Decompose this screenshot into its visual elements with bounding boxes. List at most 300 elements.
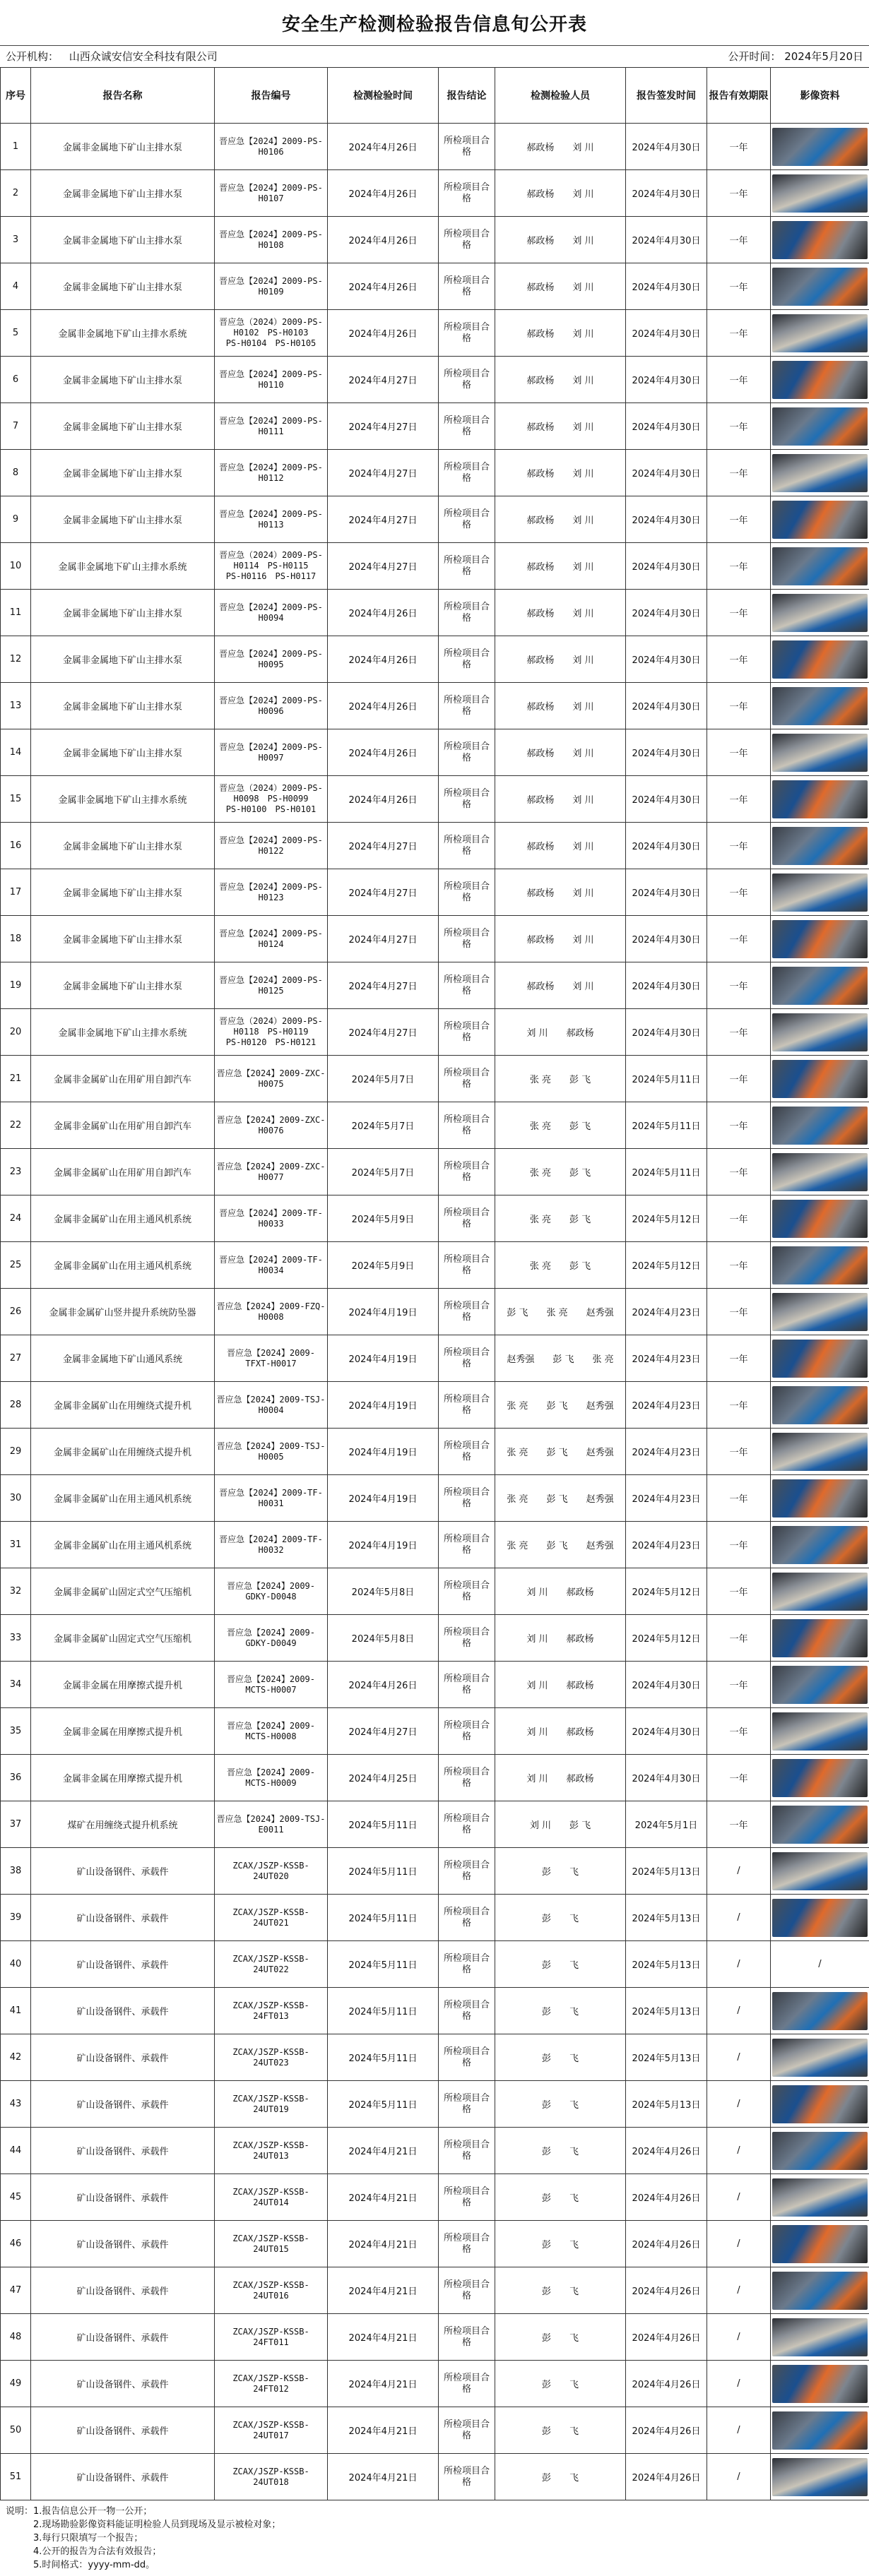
- site-photo[interactable]: [772, 361, 868, 399]
- cell-photo: [771, 1195, 869, 1242]
- cell-code: ZCAX/JSZP-KSSB-24UT021: [215, 1895, 328, 1941]
- site-photo[interactable]: [772, 1200, 868, 1238]
- cell-name: 金属非金属地下矿山主排水泵: [31, 496, 215, 543]
- cell-no: 8: [1, 450, 31, 496]
- org-label: 公开机构：: [6, 50, 59, 63]
- cell-no: 51: [1, 2454, 31, 2500]
- cell-staff: 赵秀强 彭 飞 张 亮: [495, 1335, 626, 1382]
- cell-code: 晋应急【2024】2009-TSJ-H0005: [215, 1429, 328, 1475]
- cell-name: 矿山设备钢件、承载件: [31, 2314, 215, 2361]
- cell-no: 11: [1, 590, 31, 636]
- cell-name: 矿山设备钢件、承载件: [31, 2034, 215, 2081]
- cell-code: ZCAX/JSZP-KSSB-24UT022: [215, 1941, 328, 1988]
- cell-code: 晋应急【2024】2009-PS-H0109: [215, 263, 328, 310]
- cell-test: 2024年4月19日: [328, 1335, 439, 1382]
- cell-no: 6: [1, 357, 31, 403]
- cell-concl: 所检项目合格: [439, 729, 495, 776]
- column-header-name: 报告名称: [31, 68, 215, 124]
- cell-no: 15: [1, 776, 31, 823]
- cell-staff: 张 亮 彭 飞: [495, 1056, 626, 1102]
- cell-code: 晋应急【2024】2009-PS-H0097: [215, 729, 328, 776]
- cell-photo: [771, 263, 869, 310]
- cell-staff: 张 亮 彭 飞 赵秀强: [495, 1475, 626, 1522]
- cell-valid: 一年: [707, 1615, 771, 1662]
- cell-staff: 彭 飞: [495, 1895, 626, 1941]
- cell-photo: [771, 1335, 869, 1382]
- cell-valid: 一年: [707, 1102, 771, 1149]
- column-header-test: 检测检验时间: [328, 68, 439, 124]
- cell-name: 矿山设备钢件、承载件: [31, 1848, 215, 1895]
- site-photo[interactable]: [772, 827, 868, 865]
- site-photo[interactable]: [772, 594, 868, 632]
- cell-name: 金属非金属矿山固定式空气压缩机: [31, 1615, 215, 1662]
- note-line: 说明：1.报告信息公开一物一公开；: [6, 2505, 863, 2518]
- site-photo[interactable]: [772, 1479, 868, 1517]
- cell-concl: 所检项目合格: [439, 2128, 495, 2174]
- table-body: [1, 124, 869, 2500]
- cell-valid: 一年: [707, 962, 771, 1009]
- cell-concl: 所检项目合格: [439, 403, 495, 450]
- cell-name: 矿山设备钢件、承载件: [31, 1988, 215, 2034]
- cell-name: 矿山设备钢件、承载件: [31, 2128, 215, 2174]
- cell-photo: [771, 2174, 869, 2221]
- cell-staff: 刘 川 郝政杨: [495, 1755, 626, 1801]
- cell-valid: /: [707, 2128, 771, 2174]
- cell-code: ZCAX/JSZP-KSSB-24FT012: [215, 2361, 328, 2407]
- cell-name: 矿山设备钢件、承载件: [31, 1895, 215, 1941]
- cell-name: 金属非金属地下矿山主排水泵: [31, 450, 215, 496]
- cell-no: 23: [1, 1149, 31, 1195]
- site-photo[interactable]: [772, 2365, 868, 2403]
- cell-staff: 郝政杨 刘 川: [495, 729, 626, 776]
- cell-test: 2024年4月26日: [328, 590, 439, 636]
- site-photo[interactable]: [772, 1060, 868, 1098]
- cell-issue: 2024年4月26日: [626, 2267, 707, 2314]
- site-photo[interactable]: [772, 1899, 868, 1937]
- cell-issue: 2024年4月30日: [626, 357, 707, 403]
- table-row: [1, 1895, 869, 1941]
- cell-issue: 2024年5月13日: [626, 2034, 707, 2081]
- table-row: [1, 2407, 869, 2454]
- cell-code: ZCAX/JSZP-KSSB-24UT019: [215, 2081, 328, 2128]
- cell-name: 金属非金属地下矿山主排水系统: [31, 776, 215, 823]
- table-row: [1, 1475, 869, 1522]
- cell-photo: [771, 1382, 869, 1429]
- cell-staff: 刘 川 郝政杨: [495, 1568, 626, 1615]
- cell-name: 金属非金属在用摩擦式提升机: [31, 1755, 215, 1801]
- site-photo[interactable]: [772, 2272, 868, 2310]
- cell-concl: 所检项目合格: [439, 1429, 495, 1475]
- site-photo[interactable]: [772, 1992, 868, 2030]
- cell-no: 30: [1, 1475, 31, 1522]
- cell-issue: 2024年4月30日: [626, 823, 707, 869]
- cell-test: 2024年5月11日: [328, 1848, 439, 1895]
- column-header-photo: 影像资料: [771, 68, 869, 124]
- cell-photo: [771, 962, 869, 1009]
- site-photo[interactable]: [772, 501, 868, 539]
- cell-staff: 张 亮 彭 飞: [495, 1102, 626, 1149]
- cell-name: 金属非金属地下矿山主排水泵: [31, 217, 215, 263]
- cell-no: 49: [1, 2361, 31, 2407]
- cell-concl: 所检项目合格: [439, 2034, 495, 2081]
- site-photo[interactable]: [772, 454, 868, 492]
- table-row: [1, 1848, 869, 1895]
- table-row: [1, 683, 869, 729]
- cell-concl: 所检项目合格: [439, 2314, 495, 2361]
- site-photo[interactable]: [772, 2458, 868, 2496]
- cell-valid: /: [707, 2361, 771, 2407]
- site-photo[interactable]: [772, 1293, 868, 1331]
- site-photo[interactable]: [772, 1852, 868, 1890]
- cell-code: 晋应急【2024】2009-TF-H0032: [215, 1522, 328, 1568]
- cell-valid: 一年: [707, 776, 771, 823]
- cell-code: 晋应急【2024】2009-FZQ-H0008: [215, 1289, 328, 1335]
- site-photo[interactable]: [772, 687, 868, 725]
- site-photo[interactable]: [772, 1759, 868, 1797]
- cell-photo: [771, 403, 869, 450]
- cell-staff: 彭 飞: [495, 2314, 626, 2361]
- table-row: [1, 1102, 869, 1149]
- cell-no: 7: [1, 403, 31, 450]
- cell-test: 2024年4月21日: [328, 2407, 439, 2454]
- cell-test: 2024年4月27日: [328, 543, 439, 590]
- cell-valid: /: [707, 1988, 771, 2034]
- cell-test: 2024年4月21日: [328, 2174, 439, 2221]
- site-photo[interactable]: [772, 2411, 868, 2450]
- cell-issue: 2024年4月30日: [626, 543, 707, 590]
- cell-issue: 2024年4月23日: [626, 1382, 707, 1429]
- cell-issue: 2024年4月30日: [626, 1009, 707, 1056]
- cell-issue: 2024年5月13日: [626, 1941, 707, 1988]
- cell-issue: 2024年4月30日: [626, 217, 707, 263]
- cell-concl: 所检项目合格: [439, 1289, 495, 1335]
- cell-photo: [771, 1242, 869, 1289]
- cell-concl: 所检项目合格: [439, 590, 495, 636]
- cell-staff: 彭 飞: [495, 2034, 626, 2081]
- cell-valid: 一年: [707, 823, 771, 869]
- site-photo[interactable]: [772, 1666, 868, 1704]
- table-row: [1, 2174, 869, 2221]
- cell-test: 2024年4月19日: [328, 1382, 439, 1429]
- cell-issue: 2024年4月26日: [626, 2314, 707, 2361]
- cell-name: 金属非金属地下矿山主排水泵: [31, 823, 215, 869]
- cell-name: 金属非金属矿山在用主通风机系统: [31, 1522, 215, 1568]
- cell-photo: [771, 1941, 869, 1988]
- site-photo[interactable]: [772, 1433, 868, 1471]
- cell-test: 2024年4月19日: [328, 1429, 439, 1475]
- cell-no: 34: [1, 1662, 31, 1708]
- cell-issue: 2024年5月12日: [626, 1568, 707, 1615]
- cell-photo: [771, 1009, 869, 1056]
- site-photo[interactable]: [772, 1806, 868, 1844]
- cell-name: 矿山设备钢件、承载件: [31, 2361, 215, 2407]
- cell-name: 矿山设备钢件、承载件: [31, 2174, 215, 2221]
- site-photo[interactable]: [772, 407, 868, 446]
- cell-valid: 一年: [707, 310, 771, 357]
- cell-code: 晋应急【2024】2009-TSJ-E0011: [215, 1801, 328, 1848]
- site-photo[interactable]: [772, 2085, 868, 2123]
- cell-photo: [771, 1429, 869, 1475]
- cell-photo: [771, 1615, 869, 1662]
- note-line: 5.时间格式：yyyy-mm-dd。: [6, 2558, 863, 2572]
- cell-photo: [771, 776, 869, 823]
- cell-code: 晋应急【2024】2009-PS-H0107: [215, 170, 328, 217]
- site-photo[interactable]: [772, 1107, 868, 1145]
- cell-code: ZCAX/JSZP-KSSB-24UT020: [215, 1848, 328, 1895]
- cell-staff: 郝政杨 刘 川: [495, 496, 626, 543]
- cell-test: 2024年4月19日: [328, 1289, 439, 1335]
- cell-no: 17: [1, 869, 31, 916]
- table-row: [1, 590, 869, 636]
- cell-issue: 2024年4月30日: [626, 170, 707, 217]
- site-photo[interactable]: [772, 1340, 868, 1378]
- cell-concl: 所检项目合格: [439, 962, 495, 1009]
- cell-staff: 郝政杨 刘 川: [495, 263, 626, 310]
- cell-code: 晋应急【2024】2009-ZXC-H0077: [215, 1149, 328, 1195]
- site-photo[interactable]: [772, 734, 868, 772]
- cell-concl: 所检项目合格: [439, 1242, 495, 1289]
- cell-concl: 所检项目合格: [439, 1335, 495, 1382]
- cell-code: 晋应急（2024）2009-PS-H0102 PS-H0103 PS-H0104 PS-H0105: [215, 310, 328, 357]
- cell-issue: 2024年4月23日: [626, 1522, 707, 1568]
- cell-code: 晋应急【2024】2009-TF-H0033: [215, 1195, 328, 1242]
- cell-concl: 所检项目合格: [439, 2081, 495, 2128]
- cell-concl: 所检项目合格: [439, 683, 495, 729]
- cell-no: 40: [1, 1941, 31, 1988]
- table-row: [1, 1522, 869, 1568]
- notes: [0, 2500, 869, 2576]
- cell-valid: /: [707, 2174, 771, 2221]
- cell-no: 3: [1, 217, 31, 263]
- cell-staff: 刘 川 彭 飞: [495, 1801, 626, 1848]
- site-photo[interactable]: [772, 780, 868, 818]
- table-row: [1, 496, 869, 543]
- site-photo[interactable]: [772, 128, 868, 166]
- table-row: [1, 2267, 869, 2314]
- cell-issue: 2024年4月26日: [626, 2361, 707, 2407]
- site-photo[interactable]: [772, 2039, 868, 2077]
- cell-name: 金属非金属地下矿山主排水泵: [31, 962, 215, 1009]
- table-row: [1, 1988, 869, 2034]
- cell-concl: 所检项目合格: [439, 1009, 495, 1056]
- table-row: [1, 2081, 869, 2128]
- photo-missing: /: [818, 1959, 821, 1969]
- site-photo[interactable]: [772, 314, 868, 352]
- cell-photo: [771, 450, 869, 496]
- cell-concl: 所检项目合格: [439, 2221, 495, 2267]
- cell-staff: 彭 飞: [495, 1988, 626, 2034]
- cell-test: 2024年5月9日: [328, 1195, 439, 1242]
- cell-concl: 所检项目合格: [439, 1615, 495, 1662]
- cell-test: 2024年5月9日: [328, 1242, 439, 1289]
- cell-concl: 所检项目合格: [439, 170, 495, 217]
- cell-name: 金属非金属矿山在用缠绕式提升机: [31, 1382, 215, 1429]
- cell-no: 28: [1, 1382, 31, 1429]
- site-photo[interactable]: [772, 2132, 868, 2170]
- cell-code: 晋应急【2024】2009-TF-H0031: [215, 1475, 328, 1522]
- cell-no: 42: [1, 2034, 31, 2081]
- cell-valid: 一年: [707, 1475, 771, 1522]
- table-row: [1, 124, 869, 170]
- cell-concl: 所检项目合格: [439, 1056, 495, 1102]
- cell-no: 41: [1, 1988, 31, 2034]
- table-row: [1, 1801, 869, 1848]
- cell-valid: 一年: [707, 636, 771, 683]
- cell-issue: 2024年4月30日: [626, 962, 707, 1009]
- cell-concl: 所检项目合格: [439, 2407, 495, 2454]
- cell-name: 矿山设备钢件、承载件: [31, 1941, 215, 1988]
- cell-issue: 2024年5月11日: [626, 1102, 707, 1149]
- cell-no: 4: [1, 263, 31, 310]
- cell-test: 2024年4月26日: [328, 263, 439, 310]
- cell-valid: 一年: [707, 1009, 771, 1056]
- site-photo[interactable]: [772, 2225, 868, 2263]
- cell-valid: 一年: [707, 263, 771, 310]
- cell-code: 晋应急【2024】2009-TFXT-H0017: [215, 1335, 328, 1382]
- cell-staff: 郝政杨 刘 川: [495, 962, 626, 1009]
- cell-photo: [771, 2407, 869, 2454]
- cell-staff: 郝政杨 刘 川: [495, 590, 626, 636]
- table-row: [1, 1568, 869, 1615]
- site-photo[interactable]: [772, 1386, 868, 1424]
- table-row: [1, 1382, 869, 1429]
- site-photo[interactable]: [772, 1013, 868, 1051]
- cell-no: 20: [1, 1009, 31, 1056]
- site-photo[interactable]: [772, 174, 868, 213]
- cell-photo: [771, 1662, 869, 1708]
- cell-concl: 所检项目合格: [439, 217, 495, 263]
- cell-name: 金属非金属地下矿山主排水泵: [31, 636, 215, 683]
- cell-code: ZCAX/JSZP-KSSB-24UT023: [215, 2034, 328, 2081]
- cell-test: 2024年4月27日: [328, 869, 439, 916]
- cell-staff: 郝政杨 刘 川: [495, 683, 626, 729]
- cell-issue: 2024年5月13日: [626, 1895, 707, 1941]
- cell-name: 矿山设备钢件、承载件: [31, 2267, 215, 2314]
- cell-code: 晋应急【2024】2009-PS-H0122: [215, 823, 328, 869]
- cell-test: 2024年4月26日: [328, 683, 439, 729]
- site-photo[interactable]: [772, 1246, 868, 1284]
- date-value: 2024年5月20日: [784, 50, 863, 63]
- cell-code: 晋应急【2024】2009-PS-H0106: [215, 124, 328, 170]
- cell-no: 24: [1, 1195, 31, 1242]
- site-photo[interactable]: [772, 967, 868, 1005]
- cell-valid: 一年: [707, 357, 771, 403]
- cell-code: 晋应急【2024】2009-MCTS-H0008: [215, 1708, 328, 1755]
- table-row: [1, 1289, 869, 1335]
- site-photo[interactable]: [772, 640, 868, 679]
- site-photo[interactable]: [772, 1153, 868, 1191]
- site-photo[interactable]: [772, 1619, 868, 1657]
- cell-issue: 2024年5月13日: [626, 1988, 707, 2034]
- site-photo[interactable]: [772, 920, 868, 958]
- site-photo[interactable]: [772, 547, 868, 585]
- column-header-no: 序号: [1, 68, 31, 124]
- cell-staff: 彭 飞: [495, 2454, 626, 2500]
- cell-concl: 所检项目合格: [439, 2361, 495, 2407]
- cell-valid: 一年: [707, 170, 771, 217]
- cell-valid: 一年: [707, 1382, 771, 1429]
- cell-no: 22: [1, 1102, 31, 1149]
- cell-no: 47: [1, 2267, 31, 2314]
- cell-concl: 所检项目合格: [439, 2174, 495, 2221]
- site-photo[interactable]: [772, 221, 868, 259]
- cell-valid: 一年: [707, 1289, 771, 1335]
- cell-test: 2024年5月11日: [328, 1801, 439, 1848]
- cell-staff: 郝政杨 刘 川: [495, 170, 626, 217]
- cell-photo: [771, 1708, 869, 1755]
- table-row: [1, 869, 869, 916]
- table-row: [1, 170, 869, 217]
- cell-code: 晋应急（2024）2009-PS-H0098 PS-H0099 PS-H0100 PS-H0101: [215, 776, 328, 823]
- cell-test: 2024年4月21日: [328, 2314, 439, 2361]
- cell-staff: 彭 飞: [495, 1941, 626, 1988]
- cell-test: 2024年5月11日: [328, 1988, 439, 2034]
- site-photo[interactable]: [772, 1526, 868, 1564]
- note-line: 3.每行只限填写一个报告；: [6, 2532, 863, 2545]
- cell-concl: 所检项目合格: [439, 1708, 495, 1755]
- cell-concl: 所检项目合格: [439, 450, 495, 496]
- cell-valid: 一年: [707, 543, 771, 590]
- site-photo[interactable]: [772, 2178, 868, 2217]
- table-row: [1, 2314, 869, 2361]
- table-row: [1, 1149, 869, 1195]
- cell-concl: 所检项目合格: [439, 823, 495, 869]
- cell-test: 2024年5月8日: [328, 1615, 439, 1662]
- cell-valid: 一年: [707, 217, 771, 263]
- cell-photo: [771, 1289, 869, 1335]
- cell-name: 金属非金属矿山在用缠绕式提升机: [31, 1429, 215, 1475]
- cell-valid: 一年: [707, 1708, 771, 1755]
- cell-staff: 郝政杨 刘 川: [495, 450, 626, 496]
- cell-no: 21: [1, 1056, 31, 1102]
- table-row: [1, 1941, 869, 1988]
- cell-test: 2024年5月8日: [328, 1568, 439, 1615]
- site-photo[interactable]: [772, 873, 868, 912]
- site-photo[interactable]: [772, 1712, 868, 1751]
- cell-concl: 所检项目合格: [439, 310, 495, 357]
- cell-test: 2024年4月26日: [328, 124, 439, 170]
- cell-test: 2024年4月21日: [328, 2454, 439, 2500]
- cell-issue: 2024年5月13日: [626, 1848, 707, 1895]
- cell-concl: 所检项目合格: [439, 1988, 495, 2034]
- cell-issue: 2024年4月30日: [626, 310, 707, 357]
- site-photo[interactable]: [772, 268, 868, 306]
- cell-test: 2024年4月21日: [328, 2221, 439, 2267]
- cell-code: 晋应急【2024】2009-MCTS-H0007: [215, 1662, 328, 1708]
- cell-issue: 2024年4月30日: [626, 403, 707, 450]
- site-photo[interactable]: [772, 1573, 868, 1611]
- cell-photo: [771, 1475, 869, 1522]
- cell-no: 44: [1, 2128, 31, 2174]
- cell-issue: 2024年4月30日: [626, 1755, 707, 1801]
- cell-concl: 所检项目合格: [439, 1149, 495, 1195]
- cell-staff: 郝政杨 刘 川: [495, 403, 626, 450]
- cell-issue: 2024年4月23日: [626, 1335, 707, 1382]
- cell-concl: 所检项目合格: [439, 2454, 495, 2500]
- cell-concl: 所检项目合格: [439, 1895, 495, 1941]
- site-photo[interactable]: [772, 2318, 868, 2356]
- cell-name: 金属非金属在用摩擦式提升机: [31, 1662, 215, 1708]
- cell-staff: 郝政杨 刘 川: [495, 636, 626, 683]
- cell-test: 2024年4月21日: [328, 2128, 439, 2174]
- cell-staff: 郝政杨 刘 川: [495, 869, 626, 916]
- cell-no: 37: [1, 1801, 31, 1848]
- cell-test: 2024年5月7日: [328, 1102, 439, 1149]
- cell-name: 金属非金属地下矿山主排水泵: [31, 869, 215, 916]
- table-row: [1, 1242, 869, 1289]
- cell-name: 金属非金属地下矿山主排水泵: [31, 357, 215, 403]
- cell-test: 2024年4月26日: [328, 1662, 439, 1708]
